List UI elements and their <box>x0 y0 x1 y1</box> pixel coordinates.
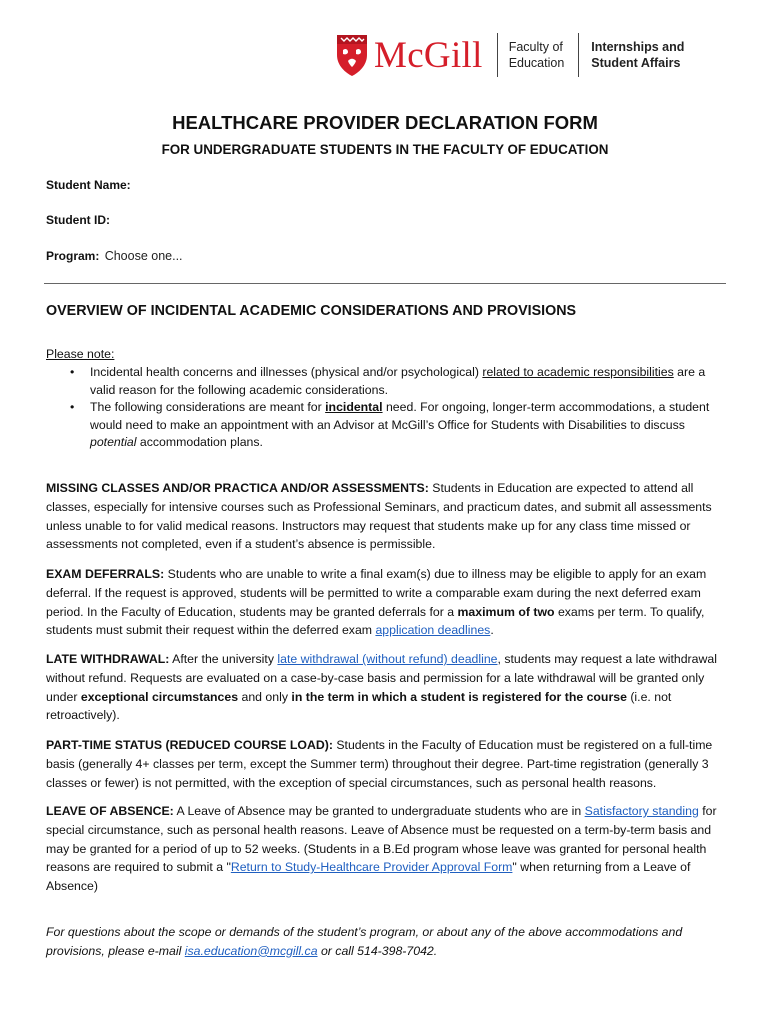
section-label: LATE WITHDRAWAL: <box>46 652 170 666</box>
header-divider <box>578 33 579 77</box>
mcgill-wordmark: McGill <box>374 34 483 76</box>
text: Incidental health concerns and illnesses (physical and/or psychological) <box>90 365 483 379</box>
note-label: Please note: <box>46 347 115 361</box>
overview-heading: OVERVIEW OF INCIDENTAL ACADEMIC CONSIDERATIONS AND PROVISIONS <box>46 303 577 319</box>
list-item <box>70 399 730 452</box>
program-select[interactable]: Choose one... <box>104 249 183 263</box>
text: Students in Education are expected to attend all classes, especially for intensive courses such as Professional Seminars, and practicum dates, and submit all assessments unless unable to for valid medical reasons. Instructors may request that students make up for any class time missed or assessments not completed, even if a student’s absence is permissible. <box>46 481 712 552</box>
section-label: EXAM DEFERRALS: <box>46 567 165 581</box>
text: (i.e. not retroactively). <box>46 689 672 723</box>
bold-text: exceptional circumstances <box>80 689 239 704</box>
email-link[interactable]: isa.education@mcgill.ca <box>184 943 318 958</box>
student-id-field[interactable] <box>46 213 110 227</box>
bold-text: maximum of two <box>457 604 555 619</box>
contact-footer <box>46 923 730 961</box>
satisfactory-standing-link[interactable]: Satisfactory standing <box>584 804 699 818</box>
late-withdrawal-deadline-link[interactable]: late withdrawal (without refund) deadline <box>277 652 498 666</box>
form-subtitle: FOR UNDERGRADUATE STUDENTS IN THE FACULTY OF EDUCATION <box>161 142 609 157</box>
text: , students may request a late withdrawal without refund. Requests are evaluated on a case-by-case basis and permission for a late withdrawal will be granted only under <box>46 652 717 704</box>
text: or call 514-398-7042. <box>317 943 438 958</box>
return-to-study-form-link[interactable]: Return to Study-Healthcare Provider Approval Form <box>230 860 513 875</box>
bullet-icon: • <box>70 400 75 414</box>
student-id-label: Student ID: <box>46 213 110 227</box>
section-label: MISSING CLASSES AND/OR PRACTICA AND/OR ASSESSMENTS: <box>46 481 429 495</box>
text: " when returning from a Leave of Absence) <box>46 860 691 894</box>
note-list <box>70 364 730 452</box>
text: For questions about the scope or demands of the student’s program, or about any of the above accommodations and provisions, please e-mail <box>46 925 683 958</box>
underlined-text: related to academic responsibilities <box>482 365 674 379</box>
form-title: HEALTHCARE PROVIDER DECLARATION FORM <box>172 112 598 133</box>
text: for special circumstance, such as personal health reasons. Leave of Absence must be requested on a term-by-term basis and may be granted for a period of up to 52 weeks. (Students in a B.Ed program whose leave was granted for personal health reasons are required to submit a " <box>46 804 717 875</box>
text: The following considerations are meant for <box>90 400 326 414</box>
bold-text: in the term in which a student is registered for the course <box>291 689 627 704</box>
text: accommodation plans. <box>136 435 263 449</box>
list-item <box>70 364 730 399</box>
text: and only <box>238 689 292 704</box>
text: need. For ongoing, longer-term accommodations, a student would need to make an appointment with an Advisor at McGill’s Office for Students with Disabilities to discuss <box>90 400 710 432</box>
missing-classes-section <box>46 479 730 554</box>
text: . <box>490 623 494 638</box>
application-deadlines-link[interactable]: application deadlines <box>375 623 491 638</box>
text: are a valid reason for the following academic considerations. <box>90 365 706 397</box>
text: After the university <box>169 652 278 666</box>
part-time-status-section <box>46 736 730 792</box>
text: A Leave of Absence may be granted to undergraduate students who are in <box>173 804 585 818</box>
program-label: Program: <box>46 249 100 263</box>
student-name-label: Student Name: <box>46 178 131 192</box>
unit-line-2: Student Affairs <box>591 56 681 70</box>
bullet-icon: • <box>70 365 75 379</box>
text: Students who are unable to write a final exam(s) due to illness may be eligible to apply for an exam deferral. If the request is approved, students will be permitted to write a comparable exam during the next deferred exam period. In the Faculty of Education, students may be granted deferrals for a <box>46 567 707 619</box>
leave-of-absence-section <box>46 802 730 896</box>
faculty-name <box>509 39 565 71</box>
page-header <box>336 30 684 80</box>
italic-text: potential <box>90 435 137 449</box>
faculty-line-1: Faculty of <box>508 40 563 54</box>
section-label: LEAVE OF ABSENCE: <box>46 804 174 818</box>
text: exams per term. To qualify, students must submit their request within the deferred exam <box>46 604 705 638</box>
mcgill-crest-icon <box>336 33 368 77</box>
unit-line-1: Internships and <box>591 40 685 54</box>
section-label: PART-TIME STATUS (REDUCED COURSE LOAD): <box>46 738 333 752</box>
unit-name <box>591 39 684 71</box>
underlined-text: incidental <box>325 400 383 414</box>
header-divider <box>497 33 498 77</box>
student-name-field[interactable] <box>46 178 131 192</box>
exam-deferrals-section <box>46 565 730 640</box>
section-divider <box>44 283 726 284</box>
faculty-line-2: Education <box>508 56 565 70</box>
late-withdrawal-section <box>46 650 730 725</box>
program-field <box>46 249 183 263</box>
text: Students in the Faculty of Education must be registered on a full-time basis (generally 4+ classes per term, except the Summer term) throughout their degree. Part-time registration (generally 3 classes or fewer) is not permitted, with the exception of special circumstances, such as personal health reasons. <box>46 738 713 790</box>
